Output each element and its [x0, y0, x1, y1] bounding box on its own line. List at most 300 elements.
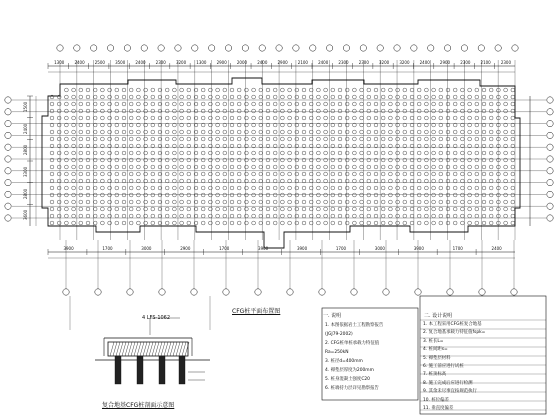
- pile-dot: [482, 221, 486, 225]
- pile-dot: [101, 151, 105, 155]
- pile-dot: [115, 207, 119, 211]
- pile-dot: [504, 172, 508, 176]
- pile-dot: [281, 151, 285, 155]
- pile-dot: [432, 214, 436, 218]
- pile-dot: [396, 207, 400, 211]
- pile-dot: [57, 137, 61, 141]
- pile-dot: [331, 137, 335, 141]
- pile-dot: [79, 102, 83, 106]
- pile-dot: [115, 200, 119, 204]
- pile-dot: [122, 116, 126, 120]
- pile-dot: [122, 151, 126, 155]
- pile-dot: [461, 214, 465, 218]
- pile-dot: [396, 193, 400, 197]
- pile-dot: [72, 207, 76, 211]
- pile-dot: [223, 172, 227, 176]
- pile-dot: [273, 186, 277, 190]
- pile-dot: [65, 200, 69, 204]
- pile-dot: [108, 221, 112, 225]
- pile-dot: [273, 193, 277, 197]
- pile-dot: [360, 109, 364, 113]
- dim-label-top: 2900: [216, 60, 227, 65]
- pile-dot: [425, 95, 429, 99]
- pile-dot: [353, 214, 357, 218]
- pile-dot: [475, 221, 479, 225]
- pile-dot: [389, 193, 393, 197]
- pile-dot: [180, 88, 184, 92]
- pile-dot: [72, 151, 76, 155]
- pile-dot: [338, 200, 342, 204]
- pile-dot: [180, 151, 184, 155]
- pile-dot: [374, 207, 378, 211]
- pile-dot: [504, 221, 508, 225]
- pile-dot: [201, 116, 205, 120]
- pile-dot: [72, 165, 76, 169]
- pile-dot: [417, 214, 421, 218]
- pile-dot: [417, 130, 421, 134]
- notes-left-item: 6. 桩端持力层详见勘察报告: [325, 386, 379, 391]
- pile-dot: [432, 193, 436, 197]
- pile-dot: [108, 214, 112, 218]
- axis-bubble-right: [547, 109, 553, 115]
- pile-dot: [353, 130, 357, 134]
- dim-label-left: 3300: [23, 166, 28, 177]
- pile-dot: [266, 137, 270, 141]
- axis-bubble-top: [242, 45, 248, 51]
- pile-dot: [245, 151, 249, 155]
- pile-dot: [497, 88, 501, 92]
- pile-dot: [216, 158, 220, 162]
- pile-dot: [403, 137, 407, 141]
- pile-dot: [425, 186, 429, 190]
- pile-dot: [93, 200, 97, 204]
- pile-dot: [389, 158, 393, 162]
- pile-dot: [223, 88, 227, 92]
- dim-label-top: 2300: [500, 60, 512, 65]
- pile-dot: [482, 102, 486, 106]
- pile-dot: [504, 165, 508, 169]
- pile-dot: [165, 221, 169, 225]
- pile-dot: [511, 207, 515, 211]
- pile-dot: [72, 116, 76, 120]
- pile-dot: [403, 165, 407, 169]
- pile-dot: [353, 158, 357, 162]
- pile-dot: [266, 200, 270, 204]
- pile-dot: [137, 165, 141, 169]
- axis-bubble-right: [547, 97, 553, 103]
- pile-dot: [302, 221, 306, 225]
- pile-dot: [173, 137, 177, 141]
- axis-bubble-bottom: [511, 289, 517, 295]
- pile-dot: [86, 200, 90, 204]
- pile-dot: [237, 172, 241, 176]
- pile-dot: [252, 109, 256, 113]
- pile-dot: [446, 130, 450, 134]
- detail-pile: [159, 356, 165, 384]
- pile-dot: [453, 179, 457, 183]
- pile-dot: [266, 130, 270, 134]
- pile-dot: [281, 130, 285, 134]
- pile-dot: [403, 179, 407, 183]
- pile-dot: [338, 214, 342, 218]
- pile-dot: [245, 88, 249, 92]
- pile-dot: [389, 179, 393, 183]
- pile-dot: [317, 95, 321, 99]
- dim-label-top: 3200: [379, 60, 390, 65]
- pile-dot: [461, 193, 465, 197]
- pile-dot: [230, 116, 234, 120]
- pile-dot: [158, 116, 162, 120]
- pile-dot: [324, 151, 328, 155]
- pile-dot: [367, 221, 371, 225]
- axis-bubble-top: [259, 45, 265, 51]
- pile-dot: [122, 214, 126, 218]
- pile-dot: [115, 102, 119, 106]
- pile-dot: [65, 179, 69, 183]
- dim-label-bottom: 3900: [413, 246, 424, 251]
- pile-dot: [93, 207, 97, 211]
- pile-dot: [201, 102, 205, 106]
- pile-dot: [281, 186, 285, 190]
- pile-dot: [93, 102, 97, 106]
- pile-dot: [324, 95, 328, 99]
- notes-right-item: 7. 桩顶标高: [423, 372, 447, 378]
- pile-dot: [511, 130, 515, 134]
- notes-right-item: 10. 桩位偏差: [423, 397, 449, 403]
- pile-dot: [489, 221, 493, 225]
- pile-dot: [86, 130, 90, 134]
- pile-dot: [187, 207, 191, 211]
- pile-dot: [345, 102, 349, 106]
- pile-dot: [252, 130, 256, 134]
- pile-dot: [374, 116, 378, 120]
- pile-dot: [165, 102, 169, 106]
- pile-dot: [273, 158, 277, 162]
- pile-dot: [417, 186, 421, 190]
- pile-dot: [266, 207, 270, 211]
- pile-dot: [324, 88, 328, 92]
- pile-dot: [165, 186, 169, 190]
- dim-label-bottom: 3900: [258, 246, 269, 251]
- pile-dot: [475, 214, 479, 218]
- pile-dot: [187, 151, 191, 155]
- pile-dot: [108, 137, 112, 141]
- pile-dot: [489, 151, 493, 155]
- pile-dot: [425, 109, 429, 113]
- pile-dot: [237, 207, 241, 211]
- pile-dot: [281, 221, 285, 225]
- pile-dot: [309, 165, 313, 169]
- pile-dot: [216, 200, 220, 204]
- pile-dot: [403, 109, 407, 113]
- notes-right-item: 8. 施工完成后应进行检测: [423, 380, 473, 386]
- pile-dot: [79, 137, 83, 141]
- pile-dot: [338, 130, 342, 134]
- pile-dot: [410, 193, 414, 197]
- pile-dot: [216, 102, 220, 106]
- pile-dot: [302, 137, 306, 141]
- pile-dot: [360, 165, 364, 169]
- pile-dot: [108, 165, 112, 169]
- pile-dot: [432, 137, 436, 141]
- pile-dot: [165, 130, 169, 134]
- pile-dot: [288, 151, 292, 155]
- pile-dot: [129, 130, 133, 134]
- axis-bubble-top: [74, 45, 80, 51]
- pile-dot: [432, 158, 436, 162]
- pile-dot: [403, 214, 407, 218]
- pile-dot: [201, 109, 205, 113]
- pile-dot: [50, 130, 54, 134]
- pile-dot: [187, 179, 191, 183]
- pile-dot: [410, 172, 414, 176]
- pile-dot: [453, 158, 457, 162]
- pile-dot: [425, 193, 429, 197]
- dim-label-top: 2300: [338, 60, 349, 65]
- pile-dot: [230, 88, 234, 92]
- axis-bubble-bottom: [351, 289, 357, 295]
- pile-dot: [396, 200, 400, 204]
- pile-dot: [381, 200, 385, 204]
- pile-dot: [345, 221, 349, 225]
- pile-dot: [446, 221, 450, 225]
- pile-dot: [338, 102, 342, 106]
- pile-dot: [165, 95, 169, 99]
- axis-bubble-top: [293, 45, 299, 51]
- pile-dot: [295, 193, 299, 197]
- pile-dot: [173, 200, 177, 204]
- pile-dot: [137, 158, 141, 162]
- pile-dot: [65, 109, 69, 113]
- pile-dot: [403, 130, 407, 134]
- pile-dot: [468, 207, 472, 211]
- pile-dot: [367, 137, 371, 141]
- pile-dot: [72, 179, 76, 183]
- pile-dot: [439, 151, 443, 155]
- plan-title: CFG桩平面布置图: [232, 308, 281, 315]
- pile-dot: [338, 109, 342, 113]
- pile-dot: [360, 130, 364, 134]
- pile-dot: [497, 102, 501, 106]
- notes-left-heading: 一. 说明: [323, 313, 342, 319]
- pile-dot: [273, 151, 277, 155]
- pile-dot: [410, 165, 414, 169]
- pile-dot: [108, 179, 112, 183]
- axis-bubble-right: [547, 168, 553, 174]
- pile-dot: [237, 116, 241, 120]
- pile-dot: [309, 186, 313, 190]
- pile-dot: [173, 151, 177, 155]
- pile-dot: [360, 193, 364, 197]
- dimension-lines: [27, 63, 530, 258]
- pile-dot: [475, 151, 479, 155]
- pile-dot: [65, 221, 69, 225]
- pile-dot: [93, 186, 97, 190]
- pile-dot: [245, 95, 249, 99]
- pile-dot: [453, 214, 457, 218]
- pile-dot: [367, 116, 371, 120]
- pile-dot: [497, 207, 501, 211]
- pile-dot: [497, 221, 501, 225]
- pile-dot: [511, 109, 515, 113]
- pile-dot: [345, 214, 349, 218]
- pile-dot: [317, 151, 321, 155]
- pile-dot: [273, 95, 277, 99]
- pile-dot: [72, 102, 76, 106]
- pile-dot: [266, 179, 270, 183]
- pile-dot: [281, 137, 285, 141]
- pile-dot: [489, 158, 493, 162]
- pile-dot: [165, 179, 169, 183]
- pile-dot: [446, 109, 450, 113]
- pile-dot: [353, 109, 357, 113]
- pile-dot: [504, 186, 508, 190]
- dim-label-top: 2400: [318, 60, 329, 65]
- axis-bubble-right: [547, 191, 553, 197]
- pile-dot: [223, 207, 227, 211]
- pile-dot: [353, 102, 357, 106]
- pile-dot: [482, 172, 486, 176]
- pile-dot: [295, 200, 299, 204]
- pile-dot: [86, 172, 90, 176]
- pile-dot: [86, 214, 90, 218]
- pile-dot: [410, 179, 414, 183]
- pile-dot: [108, 116, 112, 120]
- dim-label-left: 2400: [23, 123, 28, 134]
- pile-dot: [511, 172, 515, 176]
- pile-dot: [252, 102, 256, 106]
- pile-dot: [432, 165, 436, 169]
- pile-dot: [237, 200, 241, 204]
- pile-dot: [86, 193, 90, 197]
- pile-dot: [453, 109, 457, 113]
- pile-dot: [396, 165, 400, 169]
- pile-dot: [475, 186, 479, 190]
- pile-dot: [115, 95, 119, 99]
- pile-dot: [367, 130, 371, 134]
- pile-dot: [93, 137, 97, 141]
- pile-dot: [410, 200, 414, 204]
- pile-dot: [367, 172, 371, 176]
- pile-dot: [129, 214, 133, 218]
- axis-bubble-top: [360, 45, 366, 51]
- pile-dot: [482, 95, 486, 99]
- dim-label-bottom: 2900: [180, 246, 191, 251]
- pile-dot: [288, 214, 292, 218]
- notes-left-item: 2. CFG桩单桩承载力特征值: [325, 341, 380, 346]
- pile-dot: [367, 102, 371, 106]
- pile-dot: [165, 214, 169, 218]
- pile-dot: [151, 172, 155, 176]
- pile-dot: [173, 109, 177, 113]
- pile-dot: [158, 172, 162, 176]
- pile-dot: [338, 165, 342, 169]
- pile-dot: [468, 102, 472, 106]
- pile-dot: [129, 109, 133, 113]
- pile-dot: [439, 207, 443, 211]
- pile-dot: [158, 109, 162, 113]
- pile-dot: [216, 116, 220, 120]
- pile-dot: [396, 186, 400, 190]
- pile-dot: [425, 200, 429, 204]
- pile-dot: [367, 193, 371, 197]
- pile-dot: [65, 207, 69, 211]
- pile-dot: [504, 95, 508, 99]
- pile-dot: [86, 137, 90, 141]
- pile-dot: [93, 193, 97, 197]
- notes-right-item: 9. 其余未尽事宜按规范执行: [423, 389, 477, 395]
- pile-dot: [137, 186, 141, 190]
- pile-dot: [151, 179, 155, 183]
- pile-dot: [101, 102, 105, 106]
- pile-dot: [295, 172, 299, 176]
- axis-bubble-top: [192, 45, 198, 51]
- axis-bubble-right: [547, 203, 553, 209]
- pile-dot: [295, 88, 299, 92]
- pile-dot: [187, 116, 191, 120]
- pile-dot: [396, 116, 400, 120]
- pile-dot: [446, 158, 450, 162]
- pile-dot: [122, 158, 126, 162]
- pile-dot: [446, 179, 450, 183]
- pile-dot: [252, 214, 256, 218]
- pile-dot: [309, 109, 313, 113]
- pile-dot: [187, 130, 191, 134]
- pile-dot: [252, 165, 256, 169]
- pile-dot: [165, 200, 169, 204]
- pile-dot: [482, 158, 486, 162]
- pile-dot: [309, 88, 313, 92]
- pile-dot: [461, 186, 465, 190]
- pile-dot: [381, 221, 385, 225]
- pile-dot: [151, 158, 155, 162]
- pile-dot: [374, 102, 378, 106]
- pile-dot: [93, 221, 97, 225]
- dim-label-bottom: 3900: [296, 246, 308, 251]
- pile-dot: [439, 214, 443, 218]
- pile-dot: [367, 200, 371, 204]
- pile-dot: [353, 88, 357, 92]
- notes-left-item: 5. 桩身混凝土强度C20: [325, 377, 370, 382]
- notes-right-item: 4. 桩间距s=: [423, 347, 448, 353]
- pile-dot: [504, 207, 508, 211]
- pile-dot: [468, 179, 472, 183]
- pile-dot: [331, 130, 335, 134]
- pile-dot: [446, 116, 450, 120]
- pile-dot: [108, 109, 112, 113]
- pile-dot: [396, 95, 400, 99]
- pile-dot: [223, 200, 227, 204]
- pile-dot: [201, 151, 205, 155]
- pile-dot: [223, 116, 227, 120]
- pile-dot: [439, 172, 443, 176]
- pile-dot: [230, 221, 234, 225]
- pile-dot: [137, 172, 141, 176]
- pile-dot: [65, 137, 69, 141]
- pile-dot: [223, 221, 227, 225]
- pile-dot: [468, 137, 472, 141]
- pile-dot: [396, 137, 400, 141]
- pile-dot: [237, 186, 241, 190]
- pile-dot: [115, 186, 119, 190]
- pile-dot: [158, 221, 162, 225]
- axis-bubble-top: [411, 45, 417, 51]
- pile-dot: [216, 137, 220, 141]
- pile-dot: [115, 109, 119, 113]
- pile-dot: [381, 207, 385, 211]
- pile-dot: [223, 130, 227, 134]
- pile-dot: [331, 88, 335, 92]
